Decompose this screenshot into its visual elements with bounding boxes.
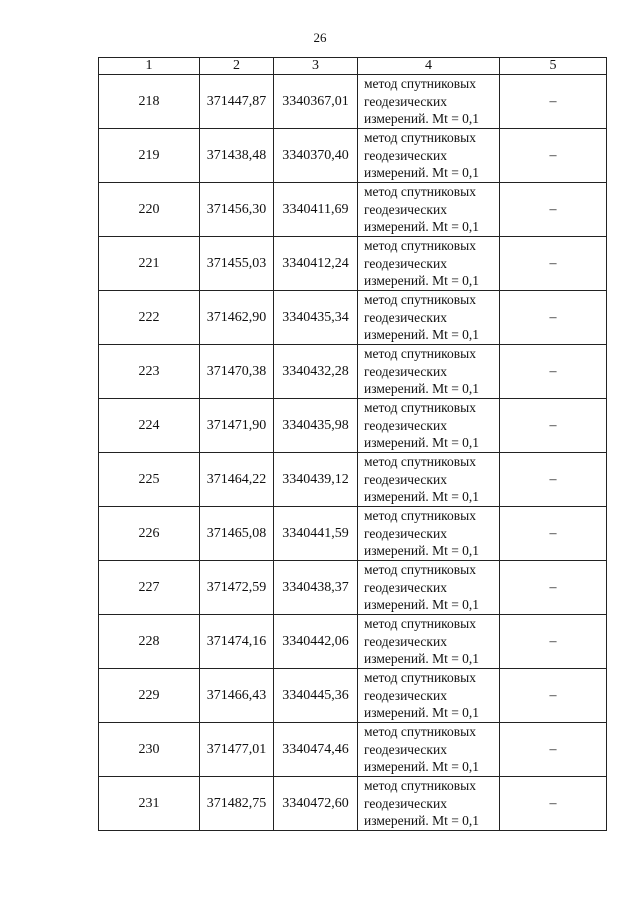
coord-y: 3340445,36 — [274, 669, 358, 723]
method-line: геодезических — [364, 525, 447, 541]
header-col-1: 1 — [99, 58, 200, 75]
note-cell: – — [500, 507, 607, 561]
coord-y: 3340367,01 — [274, 75, 358, 129]
method-line: метод спутниковых — [364, 778, 476, 794]
header-col-3: 3 — [274, 58, 358, 75]
coord-x: 371455,03 — [200, 237, 274, 291]
method-line: метод спутниковых — [364, 292, 476, 308]
note-cell: – — [500, 777, 607, 831]
note-cell: – — [500, 669, 607, 723]
method-line: метод спутниковых — [364, 238, 476, 254]
coord-y: 3340438,37 — [274, 561, 358, 615]
method-line: измерений. Mt = 0,1 — [364, 597, 480, 613]
method-line: измерений. Mt = 0,1 — [364, 435, 480, 451]
table-row — [99, 777, 607, 831]
method-line: геодезических — [364, 741, 447, 757]
method-line: измерений. Mt = 0,1 — [364, 273, 480, 289]
method-cell — [358, 237, 500, 291]
point-number: 227 — [99, 561, 200, 615]
point-number: 226 — [99, 507, 200, 561]
note-cell: – — [500, 399, 607, 453]
coord-y: 3340474,46 — [274, 723, 358, 777]
method-line: геодезических — [364, 363, 447, 379]
method-line: измерений. Mt = 0,1 — [364, 219, 480, 235]
table-row — [99, 507, 607, 561]
coord-x: 371465,08 — [200, 507, 274, 561]
table-row — [99, 237, 607, 291]
coord-x: 371477,01 — [200, 723, 274, 777]
method-line: геодезических — [364, 309, 447, 325]
note-cell: – — [500, 291, 607, 345]
method-cell — [358, 129, 500, 183]
note-cell: – — [500, 615, 607, 669]
table-row — [99, 723, 607, 777]
note-cell: – — [500, 723, 607, 777]
point-number: 218 — [99, 75, 200, 129]
coord-x: 371462,90 — [200, 291, 274, 345]
coord-x: 371482,75 — [200, 777, 274, 831]
coord-y: 3340441,59 — [274, 507, 358, 561]
method-cell — [358, 723, 500, 777]
method-line: геодезических — [364, 687, 447, 703]
coord-y: 3340435,34 — [274, 291, 358, 345]
note-cell: – — [500, 453, 607, 507]
method-cell — [358, 453, 500, 507]
method-cell — [358, 75, 500, 129]
point-number: 231 — [99, 777, 200, 831]
note-cell: – — [500, 129, 607, 183]
table-row — [99, 561, 607, 615]
method-line: геодезических — [364, 255, 447, 271]
header-col-5: 5 — [500, 58, 607, 75]
note-cell: – — [500, 237, 607, 291]
note-cell: – — [500, 75, 607, 129]
coord-y: 3340432,28 — [274, 345, 358, 399]
point-number: 221 — [99, 237, 200, 291]
coord-x: 371474,16 — [200, 615, 274, 669]
note-cell: – — [500, 183, 607, 237]
method-line: измерений. Mt = 0,1 — [364, 381, 480, 397]
coord-x: 371470,38 — [200, 345, 274, 399]
method-line: геодезических — [364, 147, 447, 163]
point-number: 224 — [99, 399, 200, 453]
point-number: 223 — [99, 345, 200, 399]
method-line: геодезических — [364, 417, 447, 433]
method-line: метод спутниковых — [364, 130, 476, 146]
method-line: измерений. Mt = 0,1 — [364, 489, 480, 505]
method-line: измерений. Mt = 0,1 — [364, 759, 480, 775]
table-row — [99, 615, 607, 669]
method-cell — [358, 345, 500, 399]
method-line: измерений. Mt = 0,1 — [364, 705, 480, 721]
method-line: геодезических — [364, 579, 447, 595]
header-col-2: 2 — [200, 58, 274, 75]
coord-y: 3340472,60 — [274, 777, 358, 831]
method-cell — [358, 399, 500, 453]
point-number: 219 — [99, 129, 200, 183]
coord-y: 3340370,40 — [274, 129, 358, 183]
table-row — [99, 345, 607, 399]
method-line: измерений. Mt = 0,1 — [364, 111, 480, 127]
method-line: измерений. Mt = 0,1 — [364, 543, 480, 559]
coord-x: 371456,30 — [200, 183, 274, 237]
point-number: 228 — [99, 615, 200, 669]
method-cell — [358, 291, 500, 345]
method-line: метод спутниковых — [364, 616, 476, 632]
table-row — [99, 399, 607, 453]
method-cell — [358, 777, 500, 831]
method-cell — [358, 669, 500, 723]
point-number: 222 — [99, 291, 200, 345]
method-line: метод спутниковых — [364, 562, 476, 578]
method-line: измерений. Mt = 0,1 — [364, 165, 480, 181]
coord-x: 371464,22 — [200, 453, 274, 507]
table-row — [99, 291, 607, 345]
table-row — [99, 129, 607, 183]
method-line: метод спутниковых — [364, 670, 476, 686]
point-number: 230 — [99, 723, 200, 777]
method-line: измерений. Mt = 0,1 — [364, 651, 480, 667]
page-number: 26 — [313, 30, 327, 45]
coord-x: 371466,43 — [200, 669, 274, 723]
coord-y: 3340412,24 — [274, 237, 358, 291]
table-body — [99, 75, 607, 831]
coord-x: 371438,48 — [200, 129, 274, 183]
coord-x: 371472,59 — [200, 561, 274, 615]
coord-x: 371471,90 — [200, 399, 274, 453]
method-line: метод спутниковых — [364, 184, 476, 200]
table-row — [99, 453, 607, 507]
header-col-4: 4 — [358, 58, 500, 75]
method-cell — [358, 561, 500, 615]
coord-y: 3340439,12 — [274, 453, 358, 507]
coord-y: 3340435,98 — [274, 399, 358, 453]
method-line: геодезических — [364, 633, 447, 649]
method-line: геодезических — [364, 795, 447, 811]
point-number: 220 — [99, 183, 200, 237]
coord-y: 3340442,06 — [274, 615, 358, 669]
method-line: геодезических — [364, 201, 447, 217]
method-line: измерений. Mt = 0,1 — [364, 813, 480, 829]
point-number: 229 — [99, 669, 200, 723]
method-line: метод спутниковых — [364, 76, 476, 92]
method-line: метод спутниковых — [364, 346, 476, 362]
method-line: геодезических — [364, 471, 447, 487]
method-cell — [358, 183, 500, 237]
table-row — [99, 183, 607, 237]
note-cell: – — [500, 561, 607, 615]
note-cell: – — [500, 345, 607, 399]
table-row — [99, 669, 607, 723]
coord-x: 371447,87 — [200, 75, 274, 129]
method-line: метод спутниковых — [364, 400, 476, 416]
method-line: метод спутниковых — [364, 454, 476, 470]
table-row — [99, 75, 607, 129]
method-cell — [358, 615, 500, 669]
method-line: измерений. Mt = 0,1 — [364, 327, 480, 343]
method-cell — [358, 507, 500, 561]
coord-y: 3340411,69 — [274, 183, 358, 237]
coordinates-table — [98, 57, 607, 831]
method-line: метод спутниковых — [364, 724, 476, 740]
method-line: геодезических — [364, 93, 447, 109]
point-number: 225 — [99, 453, 200, 507]
method-line: метод спутниковых — [364, 508, 476, 524]
header-row — [99, 58, 607, 75]
